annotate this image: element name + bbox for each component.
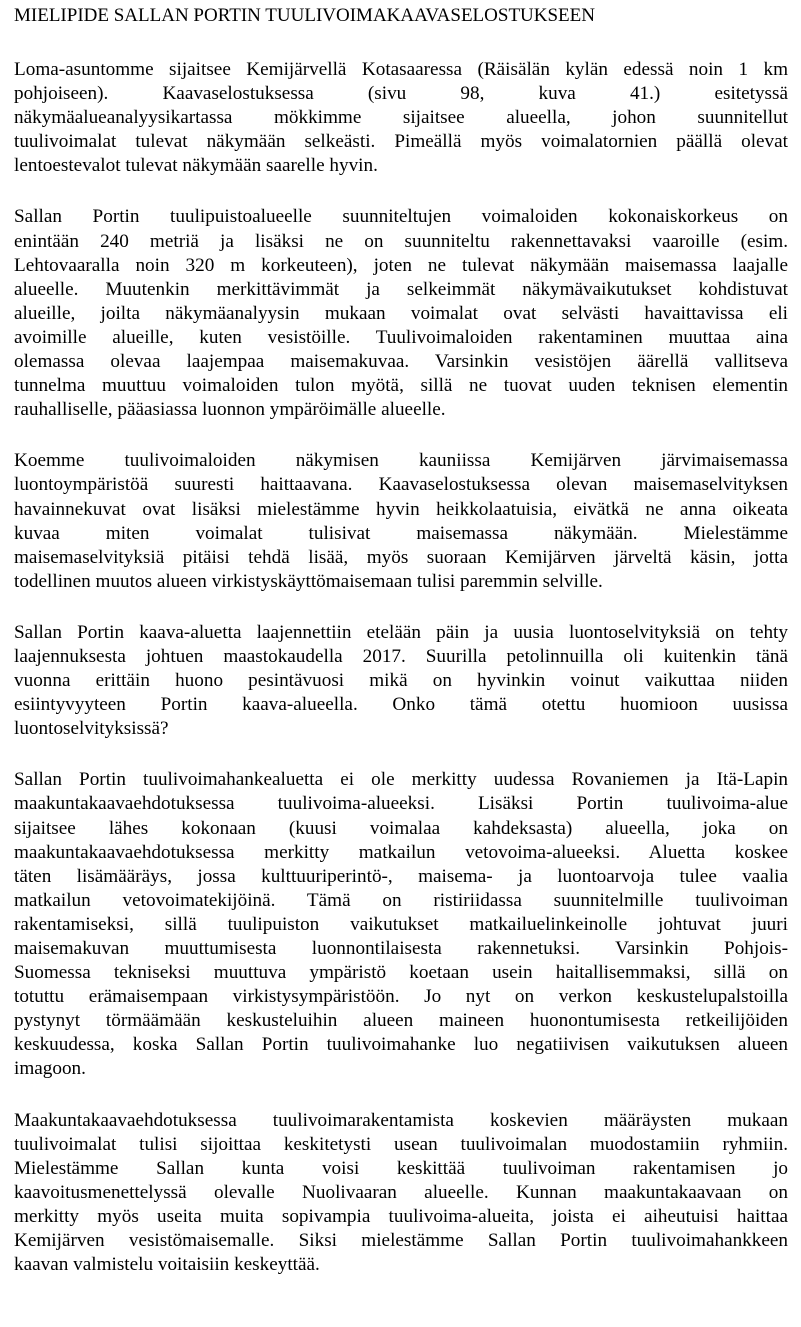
text-line: rakentamiseksi, sillä tuulipuiston vaikutukset matkailuelinkeinolle johtuvat juuri [14, 913, 788, 935]
text-line: avoimille alueille, kuten vesistöille. Tuulivoimaloiden rakentaminen muuttaa aina [14, 326, 788, 348]
text-line: imagoon. [14, 1058, 86, 1080]
text-line: alueelle. Muutenkin merkittävimmät ja selkeimmät näkymävaikutukset kohdistuvat [14, 278, 788, 300]
text-line: esiintyvyyteen Portin kaava-alueella. Onko tämä otettu huomioon uusissa [14, 694, 788, 716]
text-line: tuulivoimalat tulisi sijoittaa keskitetysti usean tuulivoimalan muodostamiin ryhmiin. [14, 1133, 788, 1155]
text-line: Sallan Portin tuulivoimahankealuetta ei ole merkitty uudessa Rovaniemen ja Itä-Lapin [14, 769, 788, 791]
text-line: täten lisämääräys, jossa kulttuuriperintö-, maisema- ja luontoarvoja tulee vaalia [14, 865, 788, 887]
text-line: sijaitsee lähes kokonaan (kuusi voimalaa kahdeksasta) alueella, joka on [14, 817, 788, 839]
document-page [14, 4, 788, 1304]
text-line: luontoselvityksissä? [14, 718, 169, 740]
text-line: tuulivoimalat tulevat näkymään selkeästi. Pimeällä myös voimalatornien päällä olevat [14, 131, 788, 153]
text-line: pystynyt törmäämään keskusteluihin alueen maineen huonontumisesta retkeilijöiden [14, 1010, 788, 1032]
text-line: tunnelma muuttuu voimaloiden tulon myötä, sillä ne tuovat uuden teknisen elementin [14, 375, 788, 397]
text-line: havainnekuvat ovat lisäksi mielestämme hyvin heikkolaatuisia, eivätkä ne anna oikeata [14, 498, 788, 520]
text-line: todellinen muutos alueen virkistyskäyttömaisemaan tulisi paremmin selville. [14, 570, 603, 592]
text-line: enintään 240 metriä ja lisäksi ne on suunniteltu rakennettavaksi vaaroille (esim. [14, 230, 788, 252]
text-line: matkailun vetovoimatekijöinä. Tämä on ristiriidassa suunnitelmille tuulivoiman [14, 889, 788, 911]
text-line: kaavoitusmenettelyssä olevalle Nuolivaaran alueelle. Kunnan maakuntakaavaan on [14, 1181, 788, 1203]
document-title: MIELIPIDE SALLAN PORTIN TUULIVOIMAKAAVASELOSTUKSEEN [14, 5, 595, 26]
text-line: rauhalliselle, pääasiassa luonnon ympäröimälle alueelle. [14, 399, 446, 421]
paragraph [14, 58, 788, 178]
text-line: Koemme tuulivoimaloiden näkymisen kauniissa Kemijärven järvimaisemassa [14, 450, 788, 472]
text-line: totuttu erämaisempaan virkistysympäristöön. Jo nyt on verkon keskustelupalstoilla [14, 986, 788, 1008]
text-line: Lehtovaaralla noin 320 m korkeuteen), joten ne tulevat näkymään maisemassa laajalle [14, 254, 788, 276]
text-line: Loma-asuntomme sijaitsee Kemijärvellä Kotasaaressa (Räisälän kylän edessä noin 1 km [14, 59, 788, 80]
text-line: alueille, joilta näkymäanalyysin mukaan voimalat ovat selvästi havaittavissa eli [14, 302, 788, 324]
text-line: lentoestevalot tulevat näkymään saarelle hyvin. [14, 155, 378, 177]
paragraph [14, 1109, 788, 1278]
text-line: luontoympäristöä suuresti haittaavana. Kaavaselostuksessa olevan maisemaselvityksen [14, 474, 788, 496]
text-line: olemassa olevaa laajempaa maisemakuvaa. Varsinkin vesistöjen äärellä vallitseva [14, 351, 788, 373]
text-line: näkymäalueanalyysikartassa mökkimme sijaitsee alueella, johon suunnitellut [14, 107, 788, 129]
text-line: Maakuntakaavaehdotuksessa tuulivoimarakentamista koskevien määräysten mukaan [14, 1109, 788, 1131]
text-line: maakuntakaavaehdotuksessa tuulivoima-alueeksi. Lisäksi Portin tuulivoima-alue [14, 793, 788, 815]
text-line: Sallan Portin tuulipuistoalueelle suunniteltujen voimaloiden kokonaiskorkeus on [14, 206, 788, 228]
paragraph [14, 449, 788, 594]
text-line: merkitty myös useita muita sopivampia tuulivoima-alueita, joista ei aiheutuisi haittaa [14, 1205, 788, 1227]
text-line: laajennuksesta johtuen maastokaudella 2017. Suurilla petolinnuilla oli kuitenkin tänä [14, 645, 788, 667]
text-line: keskuudessa, koska Sallan Portin tuulivoimahanke luo negatiivisen vaikutuksen alueen [14, 1034, 788, 1056]
text-line: Kemijärven vesistömaisemalle. Siksi mielestämme Sallan Portin tuulivoimahankkeen [14, 1230, 788, 1252]
paragraph [14, 621, 788, 741]
paragraph [14, 205, 788, 422]
text-line: kuvaa miten voimalat tulisivat maisemassa näkymään. Mielestämme [14, 522, 788, 544]
text-line: Mielestämme Sallan kunta voisi keskittää tuulivoiman rakentamisen jo [14, 1157, 788, 1179]
text-line: maakuntakaavaehdotuksessa merkitty matkailun vetovoima-alueeksi. Aluetta koskee [14, 841, 788, 863]
text-line: Suomessa tekniseksi muuttuva ympäristö koetaan usein haitallisemmaksi, sillä on [14, 962, 788, 984]
text-line: kaavan valmistelu voitaisiin keskeyttää. [14, 1254, 320, 1276]
paragraph [14, 768, 788, 1081]
text-line: maisemaselvityksiä pitäisi tehdä lisää, myös suoraan Kemijärven järveltä käsin, jotta [14, 546, 788, 568]
text-line: Sallan Portin kaava-aluetta laajennettiin etelään päin ja uusia luontoselvityksiä on tehty [14, 621, 788, 643]
text-line: vuonna erittäin huono pesintävuosi mikä on hyvinkin voinut vaikuttaa niiden [14, 670, 788, 692]
document-body [14, 58, 788, 1277]
text-line: pohjoiseen). Kaavaselostuksessa (sivu 98, kuva 41.) esitetyssä [14, 83, 788, 105]
text-line: maisemakuvan muuttumisesta luonnontilaisesta rakennetuksi. Varsinkin Pohjois- [14, 938, 788, 959]
